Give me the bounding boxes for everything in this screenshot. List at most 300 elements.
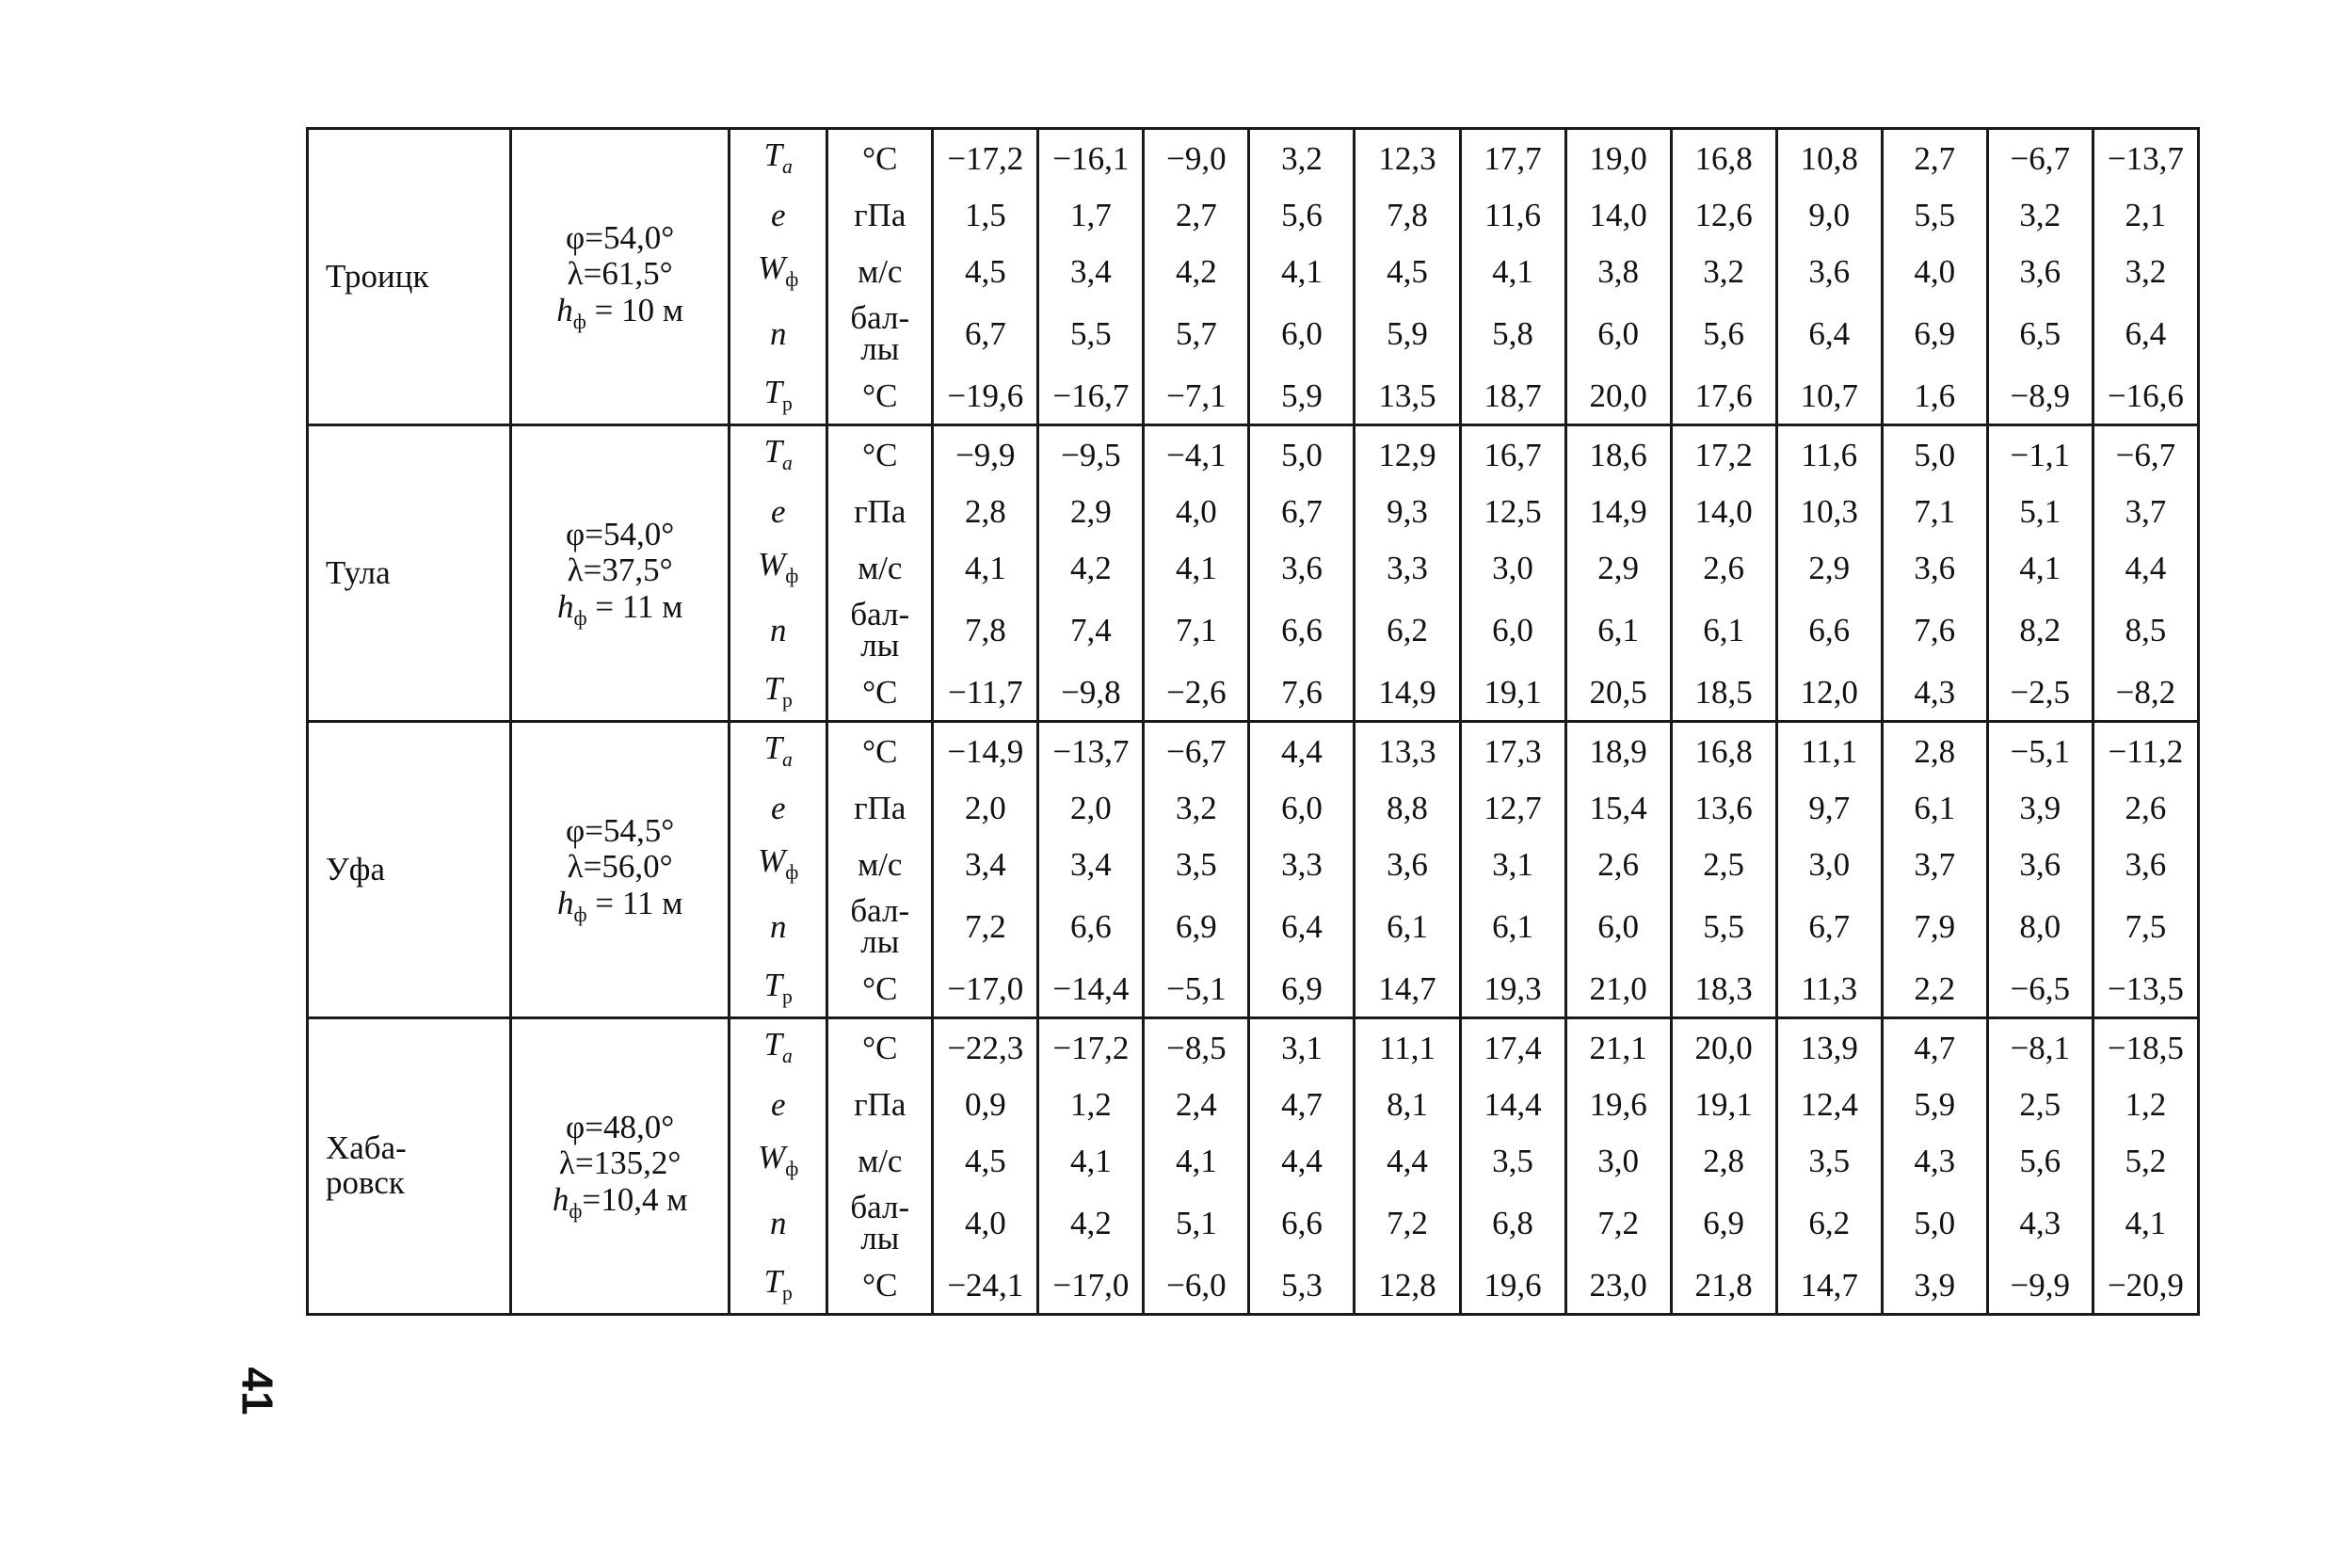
month-value: 6,1 bbox=[1565, 596, 1671, 664]
height-symbol: $h_ф$ bbox=[552, 1180, 583, 1223]
parameter-symbol bbox=[730, 779, 827, 836]
month-value: −8,2 bbox=[2093, 664, 2198, 722]
month-value: 6,6 bbox=[1249, 1189, 1355, 1256]
month-value: 11,6 bbox=[1776, 425, 1882, 484]
month-value: 7,8 bbox=[933, 596, 1038, 664]
parameter-symbol bbox=[730, 129, 827, 187]
month-value: 5,6 bbox=[1671, 299, 1776, 367]
month-value: −1,1 bbox=[1987, 425, 2093, 484]
month-value: 11,6 bbox=[1460, 186, 1565, 243]
month-value: 17,4 bbox=[1460, 1018, 1565, 1077]
parameter-letter: W bbox=[758, 249, 786, 287]
month-value: 4,2 bbox=[1038, 1189, 1144, 1256]
month-value: 6,7 bbox=[1249, 483, 1355, 539]
station-coordinates bbox=[511, 425, 730, 722]
month-value: 1,5 bbox=[933, 186, 1038, 243]
parameter-symbol bbox=[730, 539, 827, 596]
month-value: 19,6 bbox=[1565, 1076, 1671, 1132]
month-value: 14,9 bbox=[1355, 664, 1460, 722]
month-value: 17,7 bbox=[1460, 129, 1565, 187]
month-value: −9,8 bbox=[1038, 664, 1144, 722]
table-body bbox=[308, 129, 2199, 1315]
parameter-subscript: р bbox=[782, 1282, 793, 1305]
month-value: 1,2 bbox=[2093, 1076, 2198, 1132]
month-value: 13,5 bbox=[1355, 367, 1460, 425]
parameter-unit: °C bbox=[827, 129, 933, 187]
month-value: 3,8 bbox=[1565, 243, 1671, 299]
height-value: =10,4 м bbox=[582, 1180, 688, 1218]
parameter-symbol bbox=[730, 243, 827, 299]
month-value: 12,4 bbox=[1776, 1076, 1882, 1132]
month-value: 6,2 bbox=[1776, 1189, 1882, 1256]
parameter-unit: бал- лы bbox=[827, 892, 933, 960]
month-value: 2,6 bbox=[1565, 836, 1671, 892]
month-value: 14,7 bbox=[1776, 1256, 1882, 1315]
month-value: 6,6 bbox=[1776, 596, 1882, 664]
month-value: −14,9 bbox=[933, 722, 1038, 780]
month-value: 4,5 bbox=[1355, 243, 1460, 299]
month-value: 5,6 bbox=[1249, 186, 1355, 243]
height-value: = 11 м bbox=[586, 884, 683, 921]
month-value: 4,0 bbox=[933, 1189, 1038, 1256]
month-value: 4,4 bbox=[1249, 1132, 1355, 1189]
parameter-letter: n bbox=[769, 611, 787, 648]
month-value: −13,7 bbox=[1038, 722, 1144, 780]
month-value: 4,1 bbox=[1038, 1132, 1144, 1189]
month-value: 3,4 bbox=[933, 836, 1038, 892]
month-value: 8,1 bbox=[1355, 1076, 1460, 1132]
month-value: 3,1 bbox=[1249, 1018, 1355, 1077]
month-value: 2,9 bbox=[1565, 539, 1671, 596]
month-value: −16,1 bbox=[1038, 129, 1144, 187]
month-value: 3,4 bbox=[1038, 243, 1144, 299]
month-value: 3,0 bbox=[1460, 539, 1565, 596]
month-value: 21,1 bbox=[1565, 1018, 1671, 1077]
month-value: 14,4 bbox=[1460, 1076, 1565, 1132]
month-value: −6,7 bbox=[1144, 722, 1249, 780]
month-value: −6,7 bbox=[1987, 129, 2093, 187]
month-value: 4,4 bbox=[1355, 1132, 1460, 1189]
month-value: 7,8 bbox=[1355, 186, 1460, 243]
month-value: 12,7 bbox=[1460, 779, 1565, 836]
month-value: 1,2 bbox=[1038, 1076, 1144, 1132]
month-value: 3,3 bbox=[1355, 539, 1460, 596]
table-row bbox=[308, 129, 2199, 187]
station-coordinates bbox=[511, 1018, 730, 1315]
month-value: 6,7 bbox=[1776, 892, 1882, 960]
month-value: 6,0 bbox=[1565, 299, 1671, 367]
station-coordinates bbox=[511, 129, 730, 425]
month-value: 5,2 bbox=[2093, 1132, 2198, 1189]
month-value: 18,6 bbox=[1565, 425, 1671, 484]
parameter-letter: T bbox=[763, 136, 783, 174]
month-value: −16,6 bbox=[2093, 367, 2198, 425]
parameter-symbol bbox=[730, 722, 827, 780]
height-symbol: $h_ф$ bbox=[556, 884, 587, 926]
parameter-letter: T bbox=[763, 374, 783, 411]
month-value: 6,6 bbox=[1249, 596, 1355, 664]
month-value: −11,2 bbox=[2093, 722, 2198, 780]
parameter-subscript: р bbox=[782, 985, 793, 1009]
month-value: 5,0 bbox=[1882, 1189, 1987, 1256]
month-value: 10,8 bbox=[1776, 129, 1882, 187]
month-value: 6,9 bbox=[1882, 299, 1987, 367]
month-value: −9,5 bbox=[1038, 425, 1144, 484]
parameter-symbol bbox=[730, 1189, 827, 1256]
parameter-symbol bbox=[730, 425, 827, 484]
month-value: 6,1 bbox=[1671, 596, 1776, 664]
month-value: −19,6 bbox=[933, 367, 1038, 425]
month-value: 2,1 bbox=[2093, 186, 2198, 243]
month-value: 5,9 bbox=[1882, 1076, 1987, 1132]
month-value: 5,8 bbox=[1460, 299, 1565, 367]
month-value: 4,1 bbox=[1144, 539, 1249, 596]
parameter-unit: бал- лы bbox=[827, 1189, 933, 1256]
parameter-symbol bbox=[730, 596, 827, 664]
month-value: 4,1 bbox=[1144, 1132, 1249, 1189]
parameter-unit: м/с bbox=[827, 539, 933, 596]
month-value: −20,9 bbox=[2093, 1256, 2198, 1315]
month-value: 3,6 bbox=[1882, 539, 1987, 596]
station-name: Троицк bbox=[308, 129, 511, 425]
month-value: 10,7 bbox=[1776, 367, 1882, 425]
month-value: 3,5 bbox=[1776, 1132, 1882, 1189]
month-value: −8,5 bbox=[1144, 1018, 1249, 1077]
month-value: 2,4 bbox=[1144, 1076, 1249, 1132]
month-value: 3,9 bbox=[1882, 1256, 1987, 1315]
month-value: 8,8 bbox=[1355, 779, 1460, 836]
station-name: Хаба- ровск bbox=[308, 1018, 511, 1315]
station-coordinates bbox=[511, 722, 730, 1018]
month-value: 15,4 bbox=[1565, 779, 1671, 836]
month-value: 6,2 bbox=[1355, 596, 1460, 664]
parameter-subscript: ф bbox=[785, 565, 799, 588]
month-value: 20,0 bbox=[1671, 1018, 1776, 1077]
month-value: 4,0 bbox=[1882, 243, 1987, 299]
month-value: 7,4 bbox=[1038, 596, 1144, 664]
month-value: 17,6 bbox=[1671, 367, 1776, 425]
month-value: 2,0 bbox=[1038, 779, 1144, 836]
month-value: 6,1 bbox=[1882, 779, 1987, 836]
month-value: 4,3 bbox=[1882, 1132, 1987, 1189]
month-value: −13,7 bbox=[2093, 129, 2198, 187]
parameter-letter: T bbox=[763, 433, 783, 471]
month-value: 4,4 bbox=[2093, 539, 2198, 596]
month-value: 7,6 bbox=[1882, 596, 1987, 664]
month-value: −5,1 bbox=[1987, 722, 2093, 780]
month-value: 3,7 bbox=[1882, 836, 1987, 892]
month-value: 6,4 bbox=[2093, 299, 2198, 367]
month-value: 6,1 bbox=[1460, 892, 1565, 960]
month-value: 5,1 bbox=[1144, 1189, 1249, 1256]
height-symbol: $h_ф$ bbox=[556, 291, 586, 333]
month-value: 7,2 bbox=[933, 892, 1038, 960]
month-value: 6,6 bbox=[1038, 892, 1144, 960]
longitude: λ=61,5° bbox=[567, 255, 673, 293]
month-value: 5,6 bbox=[1987, 1132, 2093, 1189]
parameter-symbol bbox=[730, 186, 827, 243]
parameter-unit: гПа bbox=[827, 483, 933, 539]
month-value: 3,0 bbox=[1776, 836, 1882, 892]
month-value: 13,9 bbox=[1776, 1018, 1882, 1077]
month-value: 3,5 bbox=[1460, 1132, 1565, 1189]
month-value: 12,6 bbox=[1671, 186, 1776, 243]
month-value: 16,8 bbox=[1671, 129, 1776, 187]
month-value: −2,5 bbox=[1987, 664, 2093, 722]
parameter-subscript: р bbox=[782, 689, 793, 712]
month-value: 9,7 bbox=[1776, 779, 1882, 836]
month-value: −8,9 bbox=[1987, 367, 2093, 425]
height-value: = 10 м bbox=[586, 291, 683, 328]
month-value: 5,5 bbox=[1882, 186, 1987, 243]
month-value: 17,3 bbox=[1460, 722, 1565, 780]
parameter-symbol bbox=[730, 299, 827, 367]
station-name: Тула bbox=[308, 425, 511, 722]
month-value: 5,1 bbox=[1987, 483, 2093, 539]
month-value: 3,6 bbox=[1249, 539, 1355, 596]
month-value: 17,2 bbox=[1671, 425, 1776, 484]
month-value: −7,1 bbox=[1144, 367, 1249, 425]
height-value: = 11 м bbox=[586, 587, 683, 625]
parameter-unit: °C bbox=[827, 1256, 933, 1315]
month-value: 2,7 bbox=[1882, 129, 1987, 187]
month-value: 2,2 bbox=[1882, 960, 1987, 1018]
month-value: −11,7 bbox=[933, 664, 1038, 722]
latitude: φ=54,5° bbox=[566, 811, 675, 849]
month-value: 19,1 bbox=[1460, 664, 1565, 722]
parameter-letter: T bbox=[763, 967, 783, 1004]
parameter-letter: T bbox=[763, 729, 783, 767]
month-value: 6,0 bbox=[1249, 779, 1355, 836]
parameter-letter: n bbox=[769, 314, 787, 352]
table-row bbox=[308, 425, 2199, 484]
month-value: 3,5 bbox=[1144, 836, 1249, 892]
month-value: 4,5 bbox=[933, 1132, 1038, 1189]
parameter-symbol bbox=[730, 960, 827, 1018]
month-value: 4,1 bbox=[1249, 243, 1355, 299]
month-value: 14,7 bbox=[1355, 960, 1460, 1018]
month-value: −14,4 bbox=[1038, 960, 1144, 1018]
parameter-letter: T bbox=[763, 670, 783, 708]
month-value: 4,5 bbox=[933, 243, 1038, 299]
month-value: −17,2 bbox=[1038, 1018, 1144, 1077]
month-value: 9,3 bbox=[1355, 483, 1460, 539]
month-value: −9,9 bbox=[1987, 1256, 2093, 1315]
month-value: 6,9 bbox=[1671, 1189, 1776, 1256]
month-value: 6,5 bbox=[1987, 299, 2093, 367]
month-value: 4,7 bbox=[1882, 1018, 1987, 1077]
month-value: 19,1 bbox=[1671, 1076, 1776, 1132]
month-value: 5,9 bbox=[1249, 367, 1355, 425]
parameter-unit: м/с bbox=[827, 836, 933, 892]
month-value: 18,9 bbox=[1565, 722, 1671, 780]
longitude: λ=37,5° bbox=[567, 552, 673, 589]
parameter-unit: м/с bbox=[827, 243, 933, 299]
table-row bbox=[308, 722, 2199, 780]
month-value: 3,4 bbox=[1038, 836, 1144, 892]
month-value: 8,0 bbox=[1987, 892, 2093, 960]
month-value: 6,7 bbox=[933, 299, 1038, 367]
month-value: 2,5 bbox=[1987, 1076, 2093, 1132]
month-value: 5,7 bbox=[1144, 299, 1249, 367]
month-value: 3,6 bbox=[1355, 836, 1460, 892]
month-value: 9,0 bbox=[1776, 186, 1882, 243]
month-value: 13,6 bbox=[1671, 779, 1776, 836]
month-value: 6,9 bbox=[1249, 960, 1355, 1018]
month-value: 2,8 bbox=[1671, 1132, 1776, 1189]
parameter-unit: бал- лы bbox=[827, 596, 933, 664]
parameter-letter: e bbox=[770, 789, 786, 826]
month-value: 12,9 bbox=[1355, 425, 1460, 484]
month-value: 3,6 bbox=[2093, 836, 2198, 892]
parameter-unit: °C bbox=[827, 664, 933, 722]
parameter-subscript: ф bbox=[785, 1158, 799, 1181]
month-value: 13,3 bbox=[1355, 722, 1460, 780]
parameter-symbol bbox=[730, 836, 827, 892]
month-value: 14,0 bbox=[1671, 483, 1776, 539]
month-value: 3,2 bbox=[2093, 243, 2198, 299]
month-value: 0,9 bbox=[933, 1076, 1038, 1132]
parameter-unit: °C bbox=[827, 722, 933, 780]
month-value: 12,8 bbox=[1355, 1256, 1460, 1315]
vane-height bbox=[512, 886, 728, 927]
month-value: −13,5 bbox=[2093, 960, 2198, 1018]
parameter-letter: W bbox=[758, 546, 786, 584]
month-value: 4,2 bbox=[1144, 243, 1249, 299]
month-value: −9,0 bbox=[1144, 129, 1249, 187]
month-value: −17,0 bbox=[933, 960, 1038, 1018]
parameter-subscript: a bbox=[782, 452, 793, 475]
parameter-symbol bbox=[730, 1018, 827, 1077]
station-name: Уфа bbox=[308, 722, 511, 1018]
month-value: 19,3 bbox=[1460, 960, 1565, 1018]
parameter-symbol bbox=[730, 1256, 827, 1315]
parameter-letter: e bbox=[770, 196, 786, 233]
parameter-unit: °C bbox=[827, 367, 933, 425]
parameter-letter: T bbox=[763, 1263, 783, 1301]
month-value: 12,0 bbox=[1776, 664, 1882, 722]
month-value: 3,1 bbox=[1460, 836, 1565, 892]
parameter-subscript: a bbox=[782, 1045, 793, 1068]
parameter-letter: W bbox=[758, 842, 786, 880]
month-value: 4,2 bbox=[1038, 539, 1144, 596]
month-value: −6,7 bbox=[2093, 425, 2198, 484]
month-value: 3,3 bbox=[1249, 836, 1355, 892]
month-value: 5,0 bbox=[1249, 425, 1355, 484]
month-value: 4,3 bbox=[1987, 1189, 2093, 1256]
month-value: 4,1 bbox=[1460, 243, 1565, 299]
month-value: 6,0 bbox=[1249, 299, 1355, 367]
month-value: −8,1 bbox=[1987, 1018, 2093, 1077]
parameter-unit: °C bbox=[827, 425, 933, 484]
parameter-symbol bbox=[730, 892, 827, 960]
month-value: 4,7 bbox=[1249, 1076, 1355, 1132]
month-value: 2,6 bbox=[1671, 539, 1776, 596]
month-value: 3,6 bbox=[1776, 243, 1882, 299]
month-value: 7,2 bbox=[1355, 1189, 1460, 1256]
month-value: −5,1 bbox=[1144, 960, 1249, 1018]
page-number: 41 bbox=[233, 1367, 282, 1416]
month-value: 3,6 bbox=[1987, 243, 2093, 299]
month-value: 3,6 bbox=[1987, 836, 2093, 892]
month-value: 3,0 bbox=[1565, 1132, 1671, 1189]
month-value: 14,9 bbox=[1565, 483, 1671, 539]
month-value: 6,4 bbox=[1249, 892, 1355, 960]
month-value: 3,2 bbox=[1249, 129, 1355, 187]
month-value: 21,0 bbox=[1565, 960, 1671, 1018]
month-value: 18,7 bbox=[1460, 367, 1565, 425]
month-value: 3,2 bbox=[1987, 186, 2093, 243]
month-value: 7,9 bbox=[1882, 892, 1987, 960]
parameter-letter: T bbox=[763, 1026, 783, 1064]
month-value: 4,3 bbox=[1882, 664, 1987, 722]
month-value: 7,5 bbox=[2093, 892, 2198, 960]
month-value: 12,3 bbox=[1355, 129, 1460, 187]
month-value: 4,0 bbox=[1144, 483, 1249, 539]
parameter-symbol bbox=[730, 367, 827, 425]
month-value: −22,3 bbox=[933, 1018, 1038, 1077]
table-row bbox=[308, 1018, 2199, 1077]
month-value: 20,0 bbox=[1565, 367, 1671, 425]
month-value: 11,1 bbox=[1355, 1018, 1460, 1077]
month-value: 2,0 bbox=[933, 779, 1038, 836]
month-value: 3,2 bbox=[1144, 779, 1249, 836]
parameter-unit: °C bbox=[827, 960, 933, 1018]
month-value: −6,5 bbox=[1987, 960, 2093, 1018]
parameter-unit: бал- лы bbox=[827, 299, 933, 367]
longitude: λ=56,0° bbox=[567, 848, 673, 886]
parameter-subscript: a bbox=[782, 748, 793, 772]
month-value: 6,0 bbox=[1565, 892, 1671, 960]
parameter-subscript: ф bbox=[785, 268, 799, 292]
month-value: 6,8 bbox=[1460, 1189, 1565, 1256]
month-value: −9,9 bbox=[933, 425, 1038, 484]
month-value: 3,2 bbox=[1671, 243, 1776, 299]
vane-height bbox=[512, 1182, 728, 1224]
parameter-subscript: ф bbox=[785, 861, 799, 885]
parameter-symbol bbox=[730, 1132, 827, 1189]
month-value: 5,3 bbox=[1249, 1256, 1355, 1315]
latitude: φ=48,0° bbox=[566, 1108, 675, 1145]
month-value: 6,1 bbox=[1355, 892, 1460, 960]
parameter-unit: гПа bbox=[827, 779, 933, 836]
month-value: 12,5 bbox=[1460, 483, 1565, 539]
month-value: 11,3 bbox=[1776, 960, 1882, 1018]
climate-table bbox=[306, 127, 2200, 1316]
latitude: φ=54,0° bbox=[566, 218, 675, 256]
parameter-symbol bbox=[730, 483, 827, 539]
month-value: 3,7 bbox=[2093, 483, 2198, 539]
month-value: 5,5 bbox=[1671, 892, 1776, 960]
month-value: −18,5 bbox=[2093, 1018, 2198, 1077]
month-value: 2,7 bbox=[1144, 186, 1249, 243]
month-value: 2,8 bbox=[933, 483, 1038, 539]
month-value: 18,3 bbox=[1671, 960, 1776, 1018]
parameter-symbol bbox=[730, 1076, 827, 1132]
month-value: −16,7 bbox=[1038, 367, 1144, 425]
parameter-letter: e bbox=[770, 1085, 786, 1123]
parameter-subscript: a bbox=[782, 155, 793, 179]
month-value: 21,8 bbox=[1671, 1256, 1776, 1315]
month-value: −17,2 bbox=[933, 129, 1038, 187]
latitude: φ=54,0° bbox=[566, 515, 675, 552]
vane-height bbox=[512, 589, 728, 631]
month-value: 4,4 bbox=[1249, 722, 1355, 780]
month-value: 23,0 bbox=[1565, 1256, 1671, 1315]
parameter-unit: м/с bbox=[827, 1132, 933, 1189]
month-value: 18,5 bbox=[1671, 664, 1776, 722]
month-value: 8,2 bbox=[1987, 596, 2093, 664]
